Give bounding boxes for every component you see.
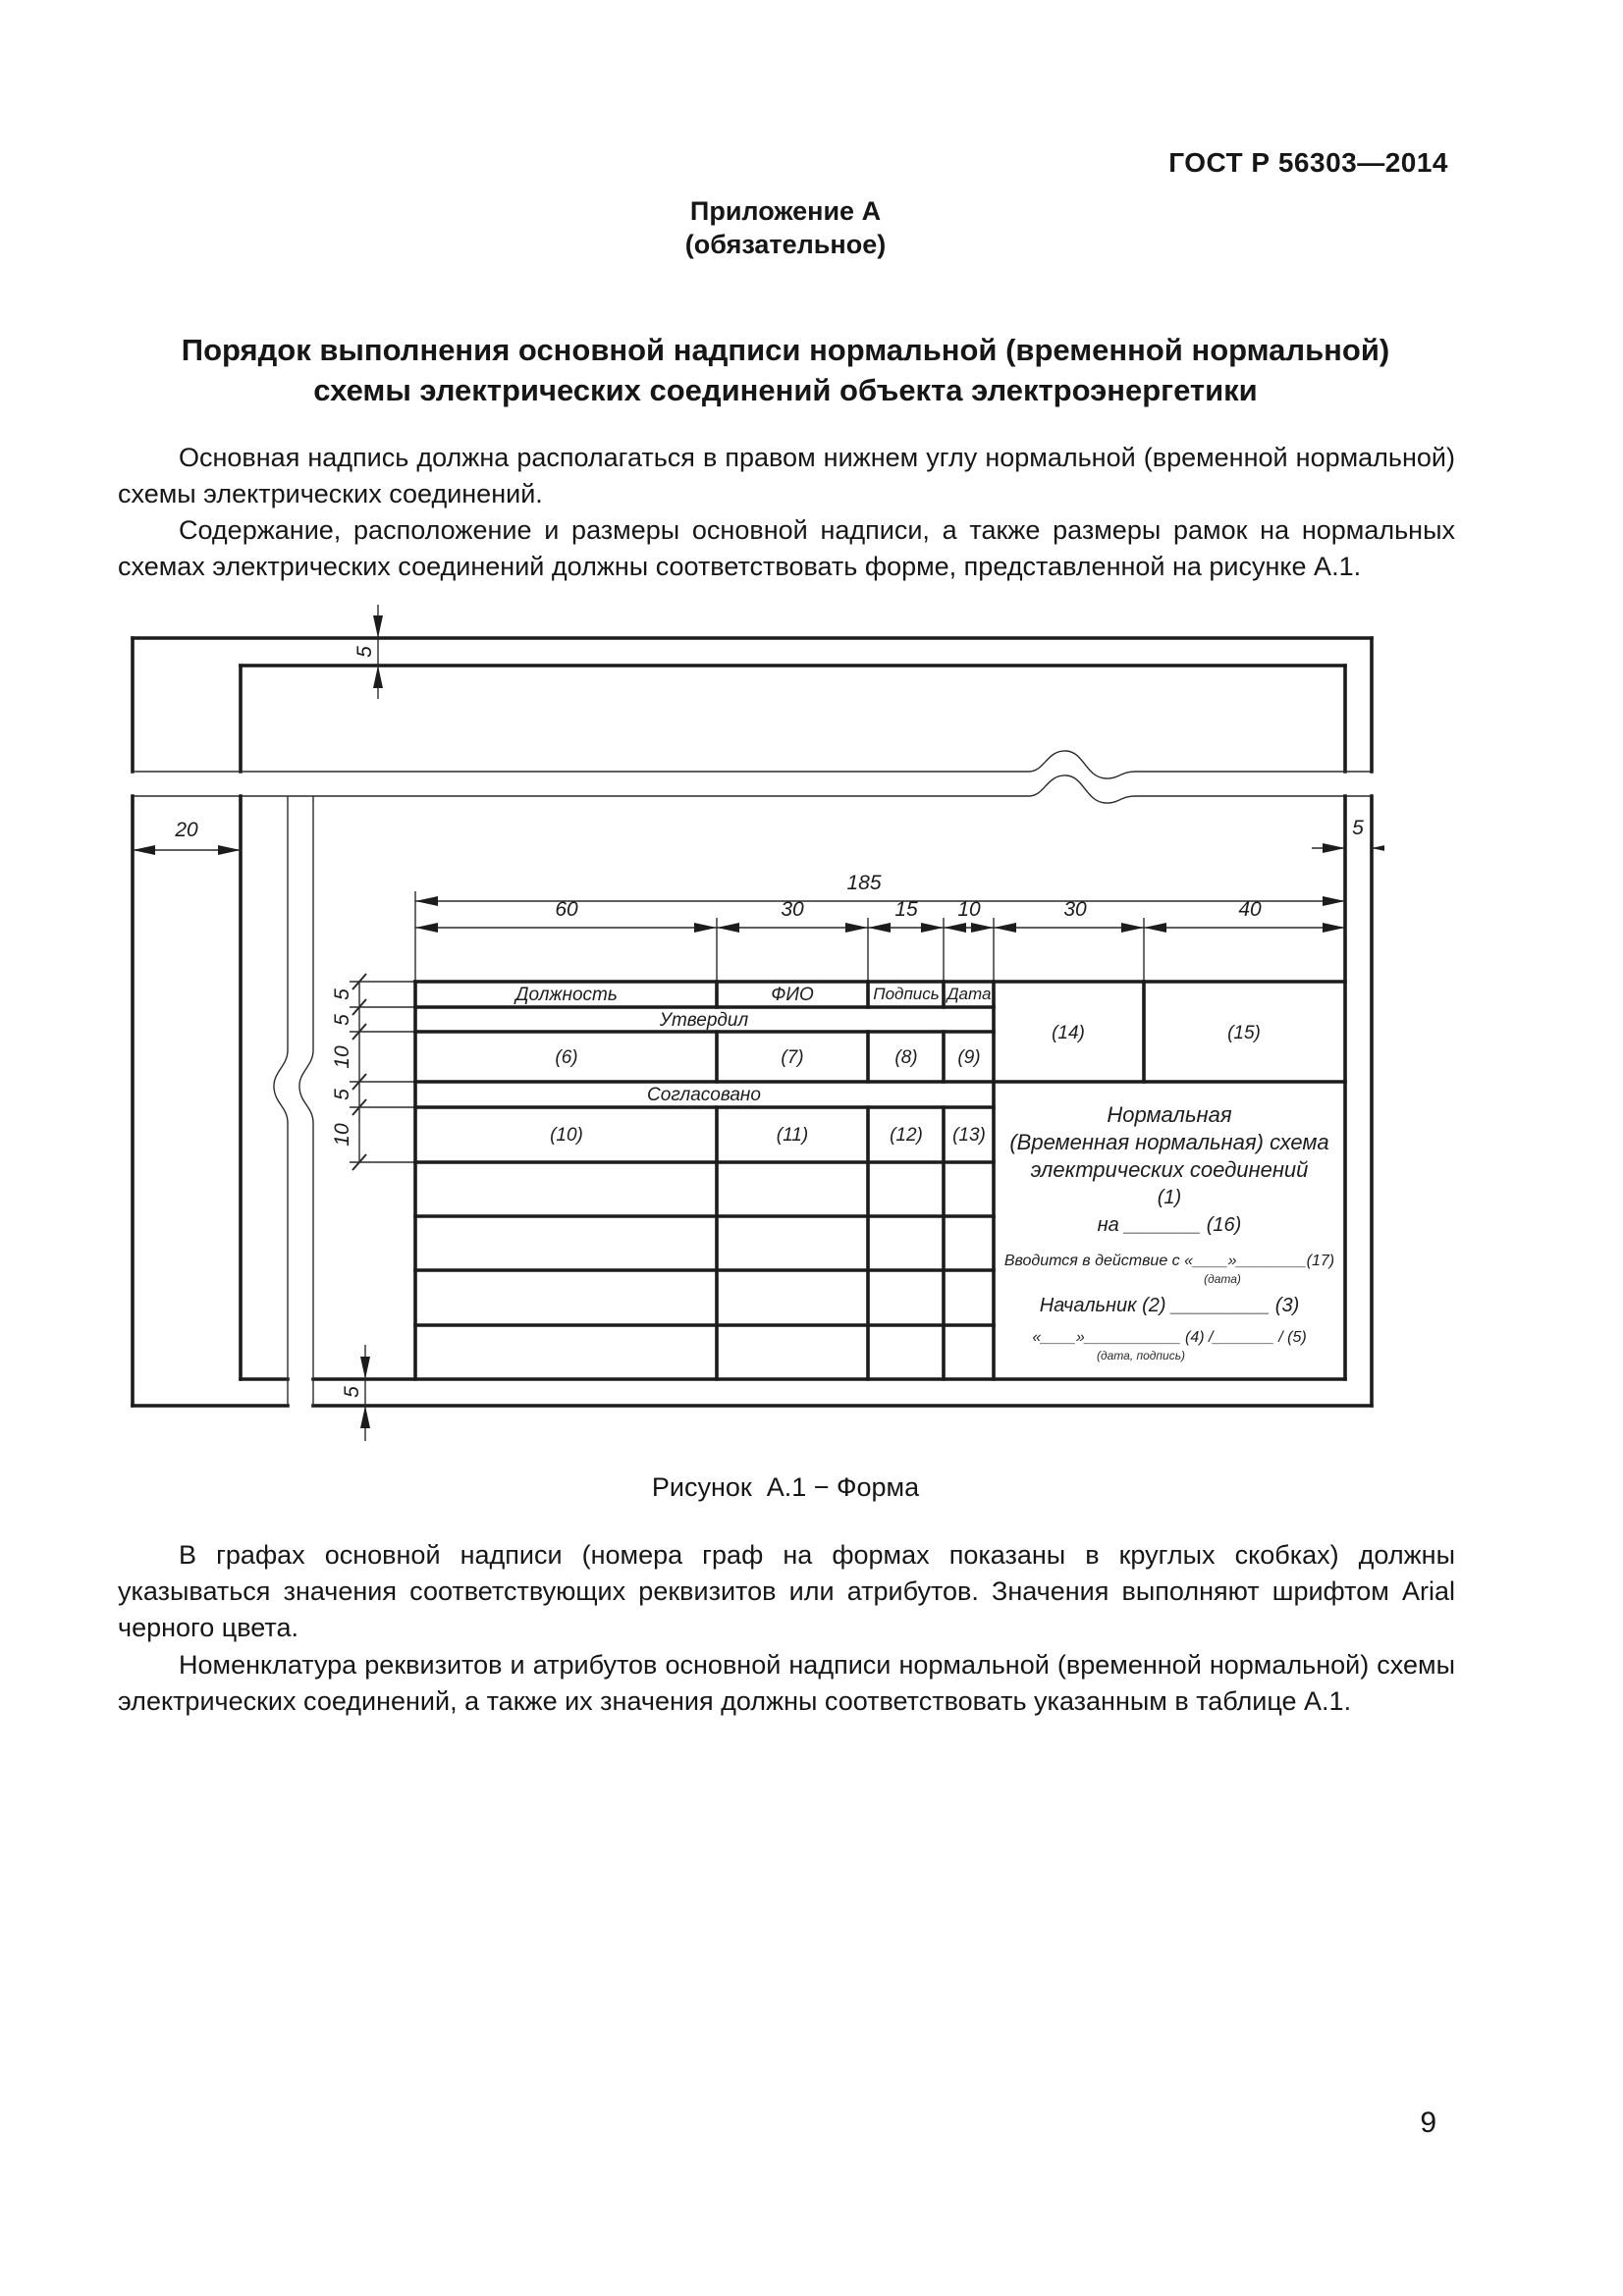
arrow-up-icon bbox=[360, 1406, 370, 1428]
page-number: 9 bbox=[1420, 2107, 1436, 2139]
figure-caption: Рисунок А.1 − Форма bbox=[651, 1472, 920, 1502]
stamp-line-sign: «____»___________ (4) /_______ / (5) bbox=[1032, 1329, 1307, 1346]
arrow-right-icon bbox=[1323, 843, 1345, 853]
dim-label-60: 60 bbox=[555, 898, 578, 921]
cell-6: (6) bbox=[555, 1047, 578, 1068]
break-line-bottom-strip bbox=[133, 775, 1372, 803]
appendix-heading bbox=[118, 194, 1453, 261]
paragraph-1: Основная надпись должна располагаться в правом нижнем углу нормальной (временной нормальной) схемы электрических соединений. bbox=[118, 443, 1455, 508]
appendix-subtitle: (обязательное) bbox=[684, 230, 887, 259]
cell-8: (8) bbox=[894, 1047, 918, 1068]
paragraph-4: Номенклатура реквизитов и атрибутов основной надписи нормальной (временной нормальной) схемы электрических соединений, а также их значения должны соответствовать указанным в таблице А.1. bbox=[118, 1650, 1455, 1716]
stamp-sub-data-podpis: (дата, подпись) bbox=[1097, 1349, 1185, 1362]
stamp-line-nachalnik: Начальник (2) _________ (3) bbox=[1039, 1295, 1300, 1316]
section-title-line1: Порядок выполнения основной надписи нормальной (временной нормальной) bbox=[181, 333, 1390, 367]
appendix-title: Приложение А bbox=[689, 196, 882, 226]
dim-bottom-margin bbox=[341, 1345, 370, 1441]
stamp-title-line1: Нормальная bbox=[1107, 1102, 1232, 1127]
dim-label-top-5: 5 bbox=[353, 646, 376, 658]
document-number: ГОСТ Р 56303—2014 bbox=[1168, 147, 1448, 178]
arrow-up-icon bbox=[373, 666, 383, 688]
col-header-podpis: Подпись bbox=[873, 985, 940, 1003]
dim-label-30a: 30 bbox=[781, 898, 804, 921]
dim-label-40: 40 bbox=[1238, 898, 1262, 921]
col-header-dolzhnost: Должность bbox=[515, 985, 618, 1005]
arrow-left-icon bbox=[133, 845, 155, 855]
dim-label-right-5: 5 bbox=[1352, 817, 1364, 839]
stamp-sub-data: (дата) bbox=[1204, 1272, 1241, 1286]
figure-a1-drawing bbox=[88, 589, 1384, 1453]
section-title-line2: схемы электрических соединений объекта электроэнергетики bbox=[313, 373, 1258, 407]
cell-9: (9) bbox=[957, 1047, 981, 1068]
vertical-break-line-1 bbox=[274, 796, 288, 1406]
dim-title-block-widths bbox=[415, 872, 1345, 982]
section-title bbox=[108, 330, 1463, 410]
stamp-line-vvod: Вводится в действие с «____»________(17) bbox=[1003, 1253, 1335, 1269]
sheet-top-strip bbox=[133, 638, 1372, 778]
dim-label-15: 15 bbox=[894, 898, 918, 921]
dim-label-row-5a: 5 bbox=[331, 988, 353, 1000]
dim-title-block-rows bbox=[331, 974, 415, 1170]
dim-label-row-5b: 5 bbox=[331, 1014, 353, 1026]
col-header-data: Дата bbox=[947, 985, 992, 1003]
arrow-down-icon bbox=[360, 1357, 370, 1379]
paragraph-2: Содержание, расположение и размеры основной надписи, а также размеры рамок на нормальных схемах электрических соединений должны соответствовать форме, представленной на рисунке А.1. bbox=[118, 515, 1455, 581]
cell-13: (13) bbox=[952, 1125, 986, 1146]
dim-label-row-5c: 5 bbox=[331, 1089, 353, 1100]
cell-7: (7) bbox=[781, 1047, 804, 1068]
arrow-right-icon bbox=[218, 845, 241, 855]
cell-12: (12) bbox=[890, 1125, 923, 1146]
dim-top-margin bbox=[353, 605, 383, 699]
cell-14: (14) bbox=[1052, 1023, 1085, 1043]
dim-label-left-20: 20 bbox=[175, 819, 198, 841]
stamp-field-1: (1) bbox=[1157, 1187, 1182, 1208]
row-soglasovano: Согласовано bbox=[647, 1085, 761, 1105]
stamp-title-line2: (Временная нормальная) схема bbox=[1009, 1130, 1329, 1154]
cell-15: (15) bbox=[1227, 1023, 1261, 1043]
stamp-title-line3: электрических соединений bbox=[1030, 1157, 1309, 1182]
dim-label-185: 185 bbox=[846, 872, 882, 894]
paragraph-3: В графах основной надписи (номера граф на формах показаны в круглых скобках) должны указываться значения соответствующих реквизитов или атрибутов. Значения выполняют шрифтом Arial черного цвета. bbox=[118, 1540, 1455, 1642]
dim-label-30b: 30 bbox=[1063, 898, 1087, 921]
cell-11: (11) bbox=[776, 1125, 809, 1146]
break-line-top-strip bbox=[133, 751, 1372, 778]
dim-left-margin bbox=[133, 819, 241, 855]
dim-label-row-10b: 10 bbox=[331, 1123, 353, 1147]
vertical-break-line-2 bbox=[299, 796, 313, 1406]
arrow-down-icon bbox=[373, 615, 383, 638]
stamp-texts bbox=[1004, 1102, 1334, 1362]
col-header-fio: ФИО bbox=[771, 985, 814, 1005]
dim-label-bottom-5: 5 bbox=[341, 1386, 363, 1398]
dim-label-10: 10 bbox=[957, 898, 981, 921]
dim-label-row-10a: 10 bbox=[331, 1045, 353, 1069]
row-utverdil: Утвердил bbox=[659, 1010, 749, 1031]
stamp-line-na: на _______ (16) bbox=[1097, 1214, 1242, 1236]
dim-right-margin bbox=[1312, 817, 1384, 853]
cell-10: (10) bbox=[550, 1125, 583, 1146]
arrow-left-icon bbox=[1372, 843, 1384, 853]
